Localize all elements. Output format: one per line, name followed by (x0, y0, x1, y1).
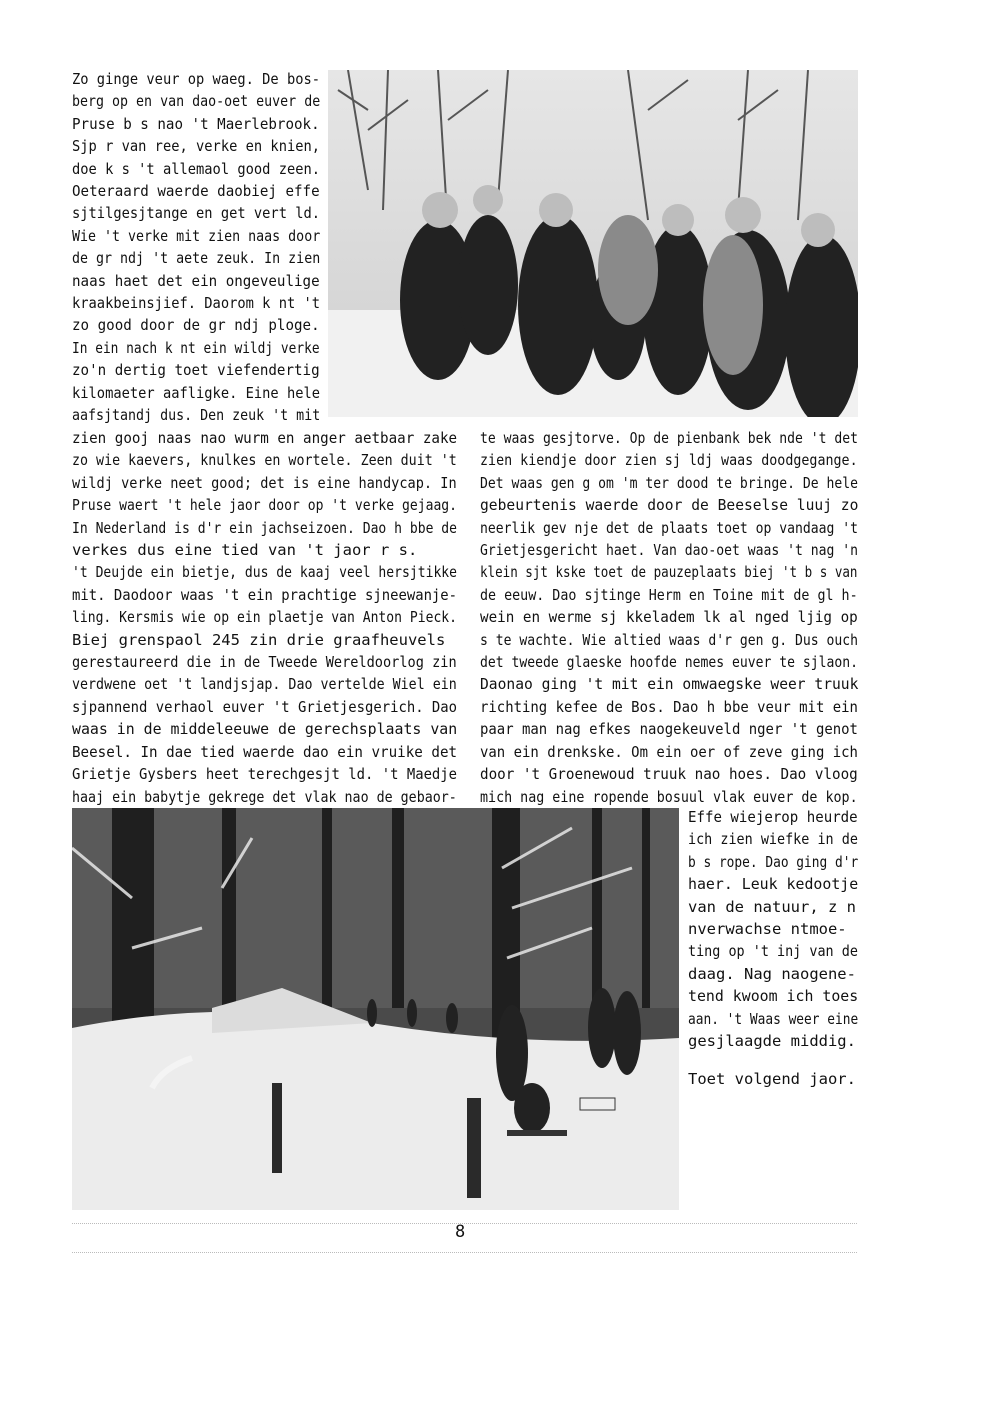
text-line: 't Deujde ein bietje, dus de kaaj veel hersjtikke (72, 563, 458, 582)
text-line: Pruse b s nao 't Maerlebrook. (72, 114, 320, 133)
text-line: ich zien wiefke in de (688, 830, 858, 849)
text-line: Biej grenspaol 245 zin drie graafheuvels (72, 630, 446, 649)
text-line: zo good door de gr ndj ploge. (72, 316, 320, 335)
text-line: richting kefee de Bos. Dao h bbe veur mit ein (480, 697, 858, 716)
text-line: klein sjt kske toet de pauzeplaats biej 't b s van (480, 563, 858, 582)
text-line: nverwachse ntmoe- (688, 920, 847, 939)
text-line: doe k s 't allemaol good zeen. (72, 159, 321, 178)
text-line: gerestaureerd die in de Tweede Wereldoorlog zin (72, 653, 457, 672)
text-column-left-bottom (72, 427, 457, 808)
text-line: daag. Nag naogene- (688, 964, 856, 983)
text-line: Beesel. In dae tied waerde dao ein vruike det (72, 742, 458, 761)
text-line: Oeteraard waerde daobiej effe (72, 182, 320, 201)
text-line: In Nederland is d'r ein jachseizoen. Dao h bbe de (72, 518, 458, 537)
text-line: Det waas gen g om 'm ter dood te bringe. De hele (480, 473, 859, 492)
text-line: ling. Kersmis wie op ein plaetje van Anton Pieck. (72, 608, 458, 627)
text-line: aan. 't Waas weer eine (688, 1009, 859, 1028)
text-line: Sjp r van ree, verke en knien, (72, 137, 321, 156)
text-line: berg op en van dao-oet euver de (72, 92, 321, 111)
text-line: Effe wiejerop heurde (688, 808, 858, 826)
text-line: verdwene oet 't landjsjap. Dao vertelde Wiel ein (72, 675, 457, 694)
text-line: sjtilgesjtange en get vert ld. (72, 204, 321, 223)
text-line: te waas gesjtorve. Op de pienbank bek nde 't det (480, 429, 859, 447)
text-line: de gr ndj 't aete zeuk. In zien (72, 249, 321, 268)
text-line: verkes dus eine tied van 't jaor r s. (72, 541, 418, 560)
text-line: Zo ginge veur op waeg. De bos- (72, 70, 321, 88)
text-line: sjpannend verhaol euver 't Grietjesgerich. Dao (72, 697, 458, 716)
text-line: Grietje Gysbers heet terechgesjt ld. 't Maedje (72, 765, 458, 784)
text-line: waas in de middeleeuwe de gerechsplaats van (72, 720, 458, 739)
text-line: haaj ein babytje gekrege det vlak nao de gebaor- (72, 787, 457, 806)
text-line: neerlik gev nje det de plaats toet op vandaag 't (480, 518, 859, 537)
text-line: haer. Leuk kedootje (688, 875, 859, 894)
text-column-right (480, 427, 858, 808)
text-line: zo'n dertig toet viefendertig (72, 361, 320, 380)
text-line: paar man nag efkes naogekeuveld nger 't genot (480, 720, 858, 739)
text-line: zo wie kaevers, knulkes en wortele. Zeen duit 't (72, 451, 457, 470)
text-line: de eeuw. Dao sjtinge Herm en Toine mit de gl h- (480, 585, 858, 604)
text-line: wein en werme sj kkeladem lk al nged ljig op (480, 608, 858, 627)
closing-line: Toet volgend jaor. (688, 1070, 856, 1088)
text-line: gesjlaagde middig. (688, 1032, 856, 1051)
text-line: tend kwoom ich toes (688, 987, 859, 1006)
text-line: Grietjesgericht haet. Van dao-oet waas 't nag 'n (480, 541, 859, 560)
text-line: mich nag eine ropende bosuul vlak euver de kop. (480, 787, 858, 806)
text-line: kraakbeinsjief. Daorom k nt 't (72, 294, 321, 313)
text-line: door 't Groenewoud truuk nao hoes. Dao vloog (480, 765, 858, 784)
photo-snowy-forest (72, 808, 679, 1210)
text-line: wildj verke neet good; det is eine handycap. In (72, 473, 457, 492)
footer-divider (72, 1252, 857, 1253)
photo-group-in-snow (328, 70, 858, 417)
text-line: zien gooj naas nao wurm en anger aetbaar zake (72, 429, 458, 447)
text-line: gebeurtenis waerde door de Beeselse luuj zo (480, 496, 859, 515)
text-column-right-narrow (688, 806, 858, 1052)
text-line: zien kiendje door zien sj ldj waas doodgegange. (480, 451, 858, 470)
text-line: s te wachte. Wie altied waas d'r gen g. Dus ouch (480, 630, 859, 649)
text-line: mit. Daodoor waas 't ein prachtige sjneewanje- (72, 585, 458, 604)
text-column-left-top (72, 68, 320, 427)
text-line: ting op 't inj van de (688, 942, 858, 961)
text-line: van ein drenkske. Om ein oer of zeve ging ich (480, 742, 858, 761)
text-line: naas haet det ein ongeveulige (72, 271, 320, 290)
text-line: aafsjtandj dus. Den zeuk 't mit (72, 406, 321, 425)
text-line: b s rope. Dao ging d'r (688, 852, 859, 871)
text-line: Daonao ging 't mit ein omwaegske weer truuk (480, 675, 859, 694)
text-line: Wie 't verke mit zien naas door (72, 226, 321, 245)
page-number: 8 (455, 1222, 466, 1242)
text-line: Pruse waert 't hele jaor door op 't verke gejaag. (72, 496, 458, 515)
text-line: kilomaeter aafligke. Eine hele (72, 383, 321, 402)
text-line: van de natuur, z n (688, 897, 856, 916)
text-line: det tweede glaeske hoofde nemes euver te sjlaon. (480, 653, 859, 672)
text-line: In ein nach k nt ein wildj verke (72, 338, 320, 357)
